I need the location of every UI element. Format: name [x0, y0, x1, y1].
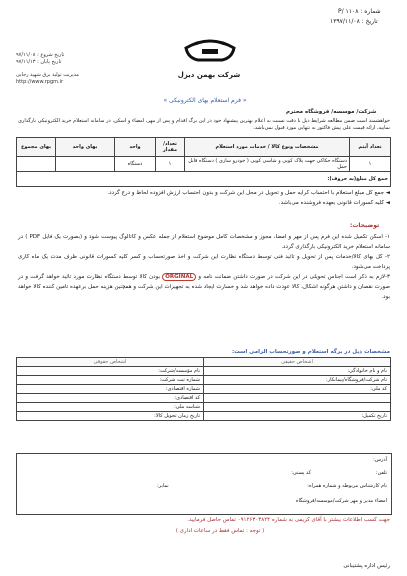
field-delivery-date[interactable]: تاریخ زمان تحویل کالا: [17, 412, 204, 421]
field-empty-2[interactable] [204, 403, 391, 412]
bullet-item: ◄ جمع کل مبلغ استعلام با احتساب کرایه حمل و تحویل در محل این شرکت و بدون احتساب ارزش افزوده لحاظ و درج گردد. [107, 190, 390, 196]
head-natural: اشخاص حقیقی [204, 358, 391, 367]
field-reg-number[interactable]: شماره ثبت شرکت: [17, 376, 204, 385]
sum-row [17, 172, 391, 187]
form-date [330, 18, 378, 25]
field-fullname[interactable]: نام و نام خانوادگی: [204, 367, 391, 376]
sum-label: جمع کل مبلغ(به حروف): [17, 172, 391, 187]
note-2: ۲- کل بهای کالا/خدمات پس از تحویل و تائید فنی توسط دستگاه نظارت این شرکت و اخذ صورتحساب و کسر کلیه کسورات قانونی ظرف مدت یک ماه کاری پرداخت می‌شود. [18, 254, 390, 270]
manager-label: مدیریت تولید برق شهید رجایی [16, 72, 79, 78]
note-1: ۱- اسکن تکمیل شده این فرم پس از مهر و امضا، مجوز و مشخصات کامل موضوع استعلام از جمله عکس و کاتالوگ پیوست شود و (بصورت یک فایل PDF ) در سامانه استعلام خرید الکترونیکی بارگذاری گردد. [18, 234, 390, 250]
contact-box [16, 453, 392, 515]
field-economic-code[interactable]: کد اقتصادی: [17, 394, 204, 403]
col-unit-price: بهای واحد [56, 138, 115, 157]
company-name: شرکت بهمن دیزل [177, 71, 241, 79]
cell-total[interactable] [17, 157, 56, 172]
col-unit: واحد [115, 138, 156, 157]
cell-unit-price[interactable] [56, 157, 115, 172]
bullet-text-1: جمع کل مبلغ استعلام با احتساب کرایه حمل و تحویل در محل این شرکت و بدون احتساب ارزش افزوده لحاظ و درج گردد. [107, 190, 385, 196]
header-left-info [16, 52, 106, 86]
bullet-text-2: کلیه کسورات قانونی بعهده فروشنده می‌باشد. [278, 200, 385, 206]
col-row: تعداد آیتم [350, 138, 391, 157]
field-company-name[interactable]: نام مؤسسه/شرکت: [17, 367, 204, 376]
section-title: مشخصات ذیل در برگه استعلام و صورتحساب الزامی است: [231, 349, 390, 355]
field-completion-date[interactable]: تاریخ تکمیل: [204, 412, 391, 421]
notes [18, 232, 390, 302]
date-value: ۱۳۹۷/۱۱/۰۸ [330, 18, 360, 25]
notes-title: توضیحات: [350, 222, 380, 229]
cell-row: ۱ [350, 157, 391, 172]
bullet-item: ◄ کلیه کسورات قانونی بعهده فروشنده می‌باشد. [278, 200, 390, 206]
field-shop-name[interactable]: نام شرکت/فروشگاه/پیمانکار: [204, 376, 391, 385]
head-legal: اشخاص حقوقی [17, 358, 204, 367]
phone-field[interactable]: تلفن: [375, 470, 387, 476]
date-label: تاریخ : [361, 18, 378, 25]
table-row [17, 157, 391, 172]
number-value: P/ ۱۱۰۸ [338, 8, 359, 15]
website-label: http://www.rpgm.ir [16, 79, 64, 85]
representative-field[interactable]: نام کارشناس مربوطه و شماره همراه: [307, 483, 387, 489]
note-3-end: بودن کالا توسط دستگاه نظارت مورد تائید خواهد گرفت و در صورت نقصان و داشتن هرگونه اشکال، کالا عودت داده خواهد شد و خسارت ایجاد شده به تجهیزات این شرکت و همچنین هزینه حمل برعهده تامین کننده کالا خواهد بود. [18, 274, 390, 300]
items-table [16, 137, 391, 187]
addressee: شرکت/ موسسه/ فروشگاه محترم [286, 109, 377, 115]
address-field[interactable]: آدرس: [373, 457, 387, 463]
note-3-start: ۳-لازم به ذکر است اجناس تحویلی در این شرکت در صورت داشتن ضمانت نامه و [198, 274, 390, 280]
col-desc: مشخصات ونوع کالا / خدمات مورد استعلام [185, 138, 350, 157]
field-national-id[interactable]: شناسه ملی: [17, 403, 204, 412]
info-table [16, 357, 391, 421]
field-national-code[interactable]: کد ملی: [204, 385, 391, 394]
form-number [338, 8, 381, 15]
fax-field[interactable]: نمابر: [157, 483, 169, 489]
end-date: تاریخ پایان : ۹۷/۱۱/۱۳ [16, 59, 62, 65]
intro-text: خواهشمند است ضمن مطالعه شرایط ذیل با دقت نسبت به اعلام بهترین پیشنهاد خود در این برگ اقدام و پس از مهر، امضاء و اسکن، در سامانه استعلام خرید الکترونیکی بارگذاری نمایید، ارائه قیمت علی پیش فاکتور به تنهایی مورد قبول نمی‌باشد. [18, 118, 390, 131]
cell-qty: ۱ [156, 157, 185, 172]
postal-field[interactable]: کد پستی: [291, 470, 311, 476]
orginal-tag: ORGINAL [162, 273, 196, 281]
number-label: شماره : [360, 8, 381, 15]
field-empty-1[interactable] [204, 394, 391, 403]
cell-unit: دستگاه [115, 157, 156, 172]
contact-note: ( توجه : تماس فقط در ساعات اداری ) [175, 528, 265, 534]
contact-line: جهت کسب اطلاعات بیشتر با آقای کریمی به شماره ۰۹۱۲۶۳۰۳۸۲۴ تماس حاصل فرمایید. [187, 517, 390, 523]
note-3 [18, 272, 390, 302]
form-title: « فرم استعلام بهای الکترونیکی » [163, 97, 247, 104]
items-header-row [17, 138, 391, 157]
signoff: رئیس اداره پشتیبانی [343, 563, 390, 569]
bullets [18, 188, 390, 208]
start-date: تاریخ شروع : ۹۷/۱۱/۰۸ [16, 52, 65, 58]
col-qty: تعداد/ مقدار [156, 138, 185, 157]
cell-desc: دستگاه حکاکی جهت پلاک کوبی و شاسی کوبی ( خودرو سازی ) دستگاه قابل حمل [185, 157, 350, 172]
col-total: بهای مجموع [17, 138, 56, 157]
field-economic-number[interactable]: شماره اقتصادی: [17, 385, 204, 394]
signature-field[interactable]: امضاء مدیر و مهر شرکت/موسسه/فروشگاه [295, 498, 387, 504]
